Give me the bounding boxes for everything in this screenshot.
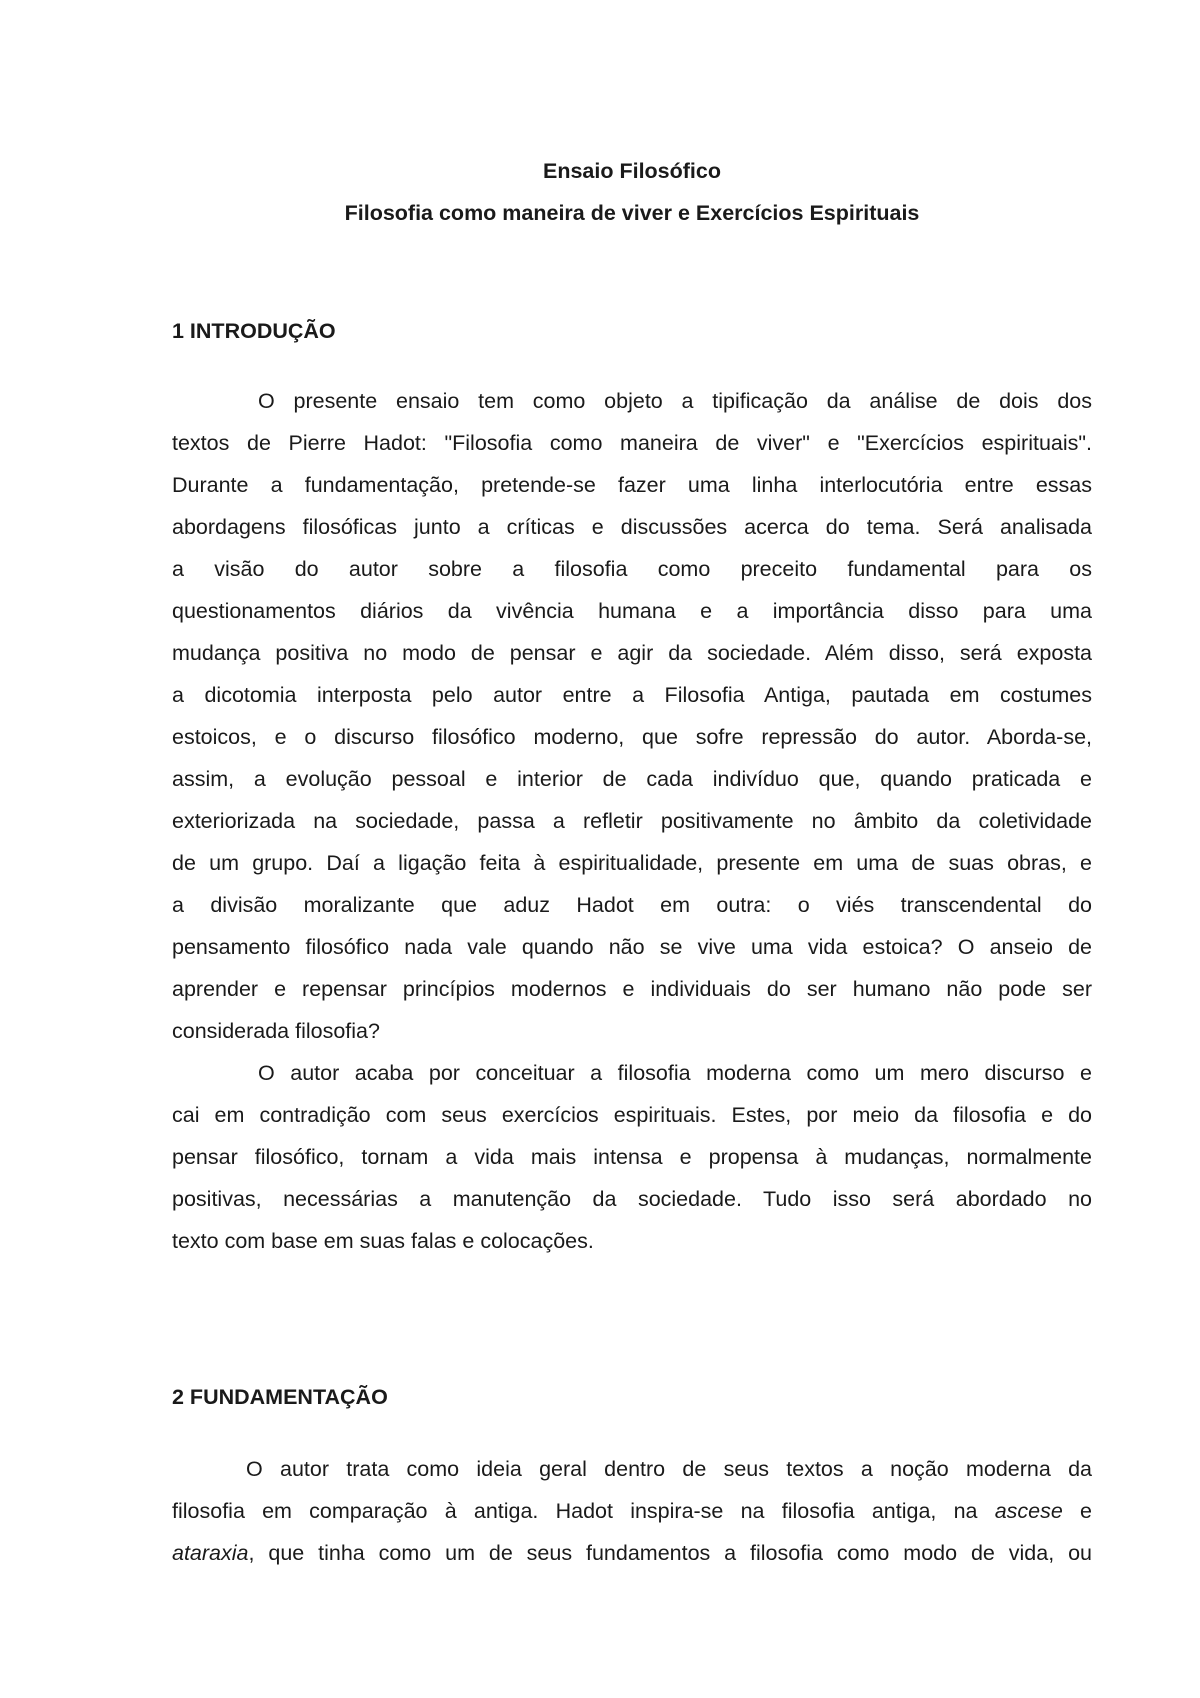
fundamentacao-paragraph-1 xyxy=(172,1448,1092,1574)
italic-term-ascese: ascese xyxy=(994,1499,1063,1523)
paragraph-line xyxy=(172,1490,1092,1532)
paragraph-line: O autor acaba por conceituar a filosofia moderna como um mero discurso e xyxy=(258,1061,1092,1085)
paragraph-line: questionamentos diários da vivência humana e a importância disso para uma xyxy=(172,599,1092,623)
document-title: Ensaio Filosófico xyxy=(543,159,721,183)
paragraph-line xyxy=(172,1532,1092,1574)
paragraph-line: a visão do autor sobre a filosofia como preceito fundamental para os xyxy=(172,557,1092,581)
text-run: e xyxy=(1062,1499,1092,1523)
text-run: , que tinha como um de seus fundamentos a filosofia como modo de vida, ou xyxy=(248,1541,1092,1565)
document-subtitle: Filosofia como maneira de viver e Exercícios Espirituais xyxy=(344,201,920,225)
italic-term-ataraxia: ataraxia xyxy=(172,1541,249,1565)
intro-paragraph-1 xyxy=(172,380,1092,1052)
text-run: filosofia em comparação à antiga. Hadot inspira-se na filosofia antiga, na xyxy=(172,1499,995,1523)
paragraph-line: abordagens filosóficas junto a críticas e discussões acerca do tema. Será analisada xyxy=(172,515,1092,539)
paragraph-line: mudança positiva no modo de pensar e agir da sociedade. Além disso, será exposta xyxy=(172,641,1092,665)
paragraph-line: pensar filosófico, tornam a vida mais intensa e propensa à mudanças, normalmente xyxy=(172,1145,1092,1169)
paragraph-line: O autor trata como ideia geral dentro de seus textos a noção moderna da xyxy=(246,1457,1092,1481)
section-heading-fundamentacao: 2 FUNDAMENTAÇÃO xyxy=(172,1385,388,1409)
paragraph-line: a dicotomia interposta pelo autor entre a Filosofia Antiga, pautada em costumes xyxy=(172,683,1092,707)
paragraph-line: exteriorizada na sociedade, passa a refletir positivamente no âmbito da coletividade xyxy=(172,809,1092,833)
paragraph-line: cai em contradição com seus exercícios espirituais. Estes, por meio da filosofia e do xyxy=(172,1103,1092,1127)
paragraph-line: positivas, necessárias a manutenção da sociedade. Tudo isso será abordado no xyxy=(172,1187,1092,1211)
intro-paragraph-2 xyxy=(172,1052,1092,1262)
paragraph-line: aprender e repensar princípios modernos e individuais do ser humano não pode ser xyxy=(172,977,1092,1001)
section-heading-introducao: 1 INTRODUÇÃO xyxy=(172,319,336,343)
paragraph-line: texto com base em suas falas e colocações. xyxy=(172,1229,594,1253)
paragraph-line: estoicos, e o discurso filosófico moderno, que sofre repressão do autor. Aborda-se, xyxy=(172,725,1092,749)
paragraph-line: O presente ensaio tem como objeto a tipificação da análise de dois dos xyxy=(258,389,1092,413)
paragraph-line: a divisão moralizante que aduz Hadot em outra: o viés transcendental do xyxy=(172,893,1092,917)
paragraph-line: Durante a fundamentação, pretende-se fazer uma linha interlocutória entre essas xyxy=(172,473,1092,497)
paragraph-line: assim, a evolução pessoal e interior de cada indivíduo que, quando praticada e xyxy=(172,767,1092,791)
paragraph-line: considerada filosofia? xyxy=(172,1019,380,1043)
paragraph-line: textos de Pierre Hadot: "Filosofia como maneira de viver" e "Exercícios espirituais". xyxy=(172,431,1092,455)
paragraph-line: pensamento filosófico nada vale quando não se vive uma vida estoica? O anseio de xyxy=(172,935,1092,959)
paragraph-line: de um grupo. Daí a ligação feita à espiritualidade, presente em uma de suas obras, e xyxy=(172,851,1092,875)
